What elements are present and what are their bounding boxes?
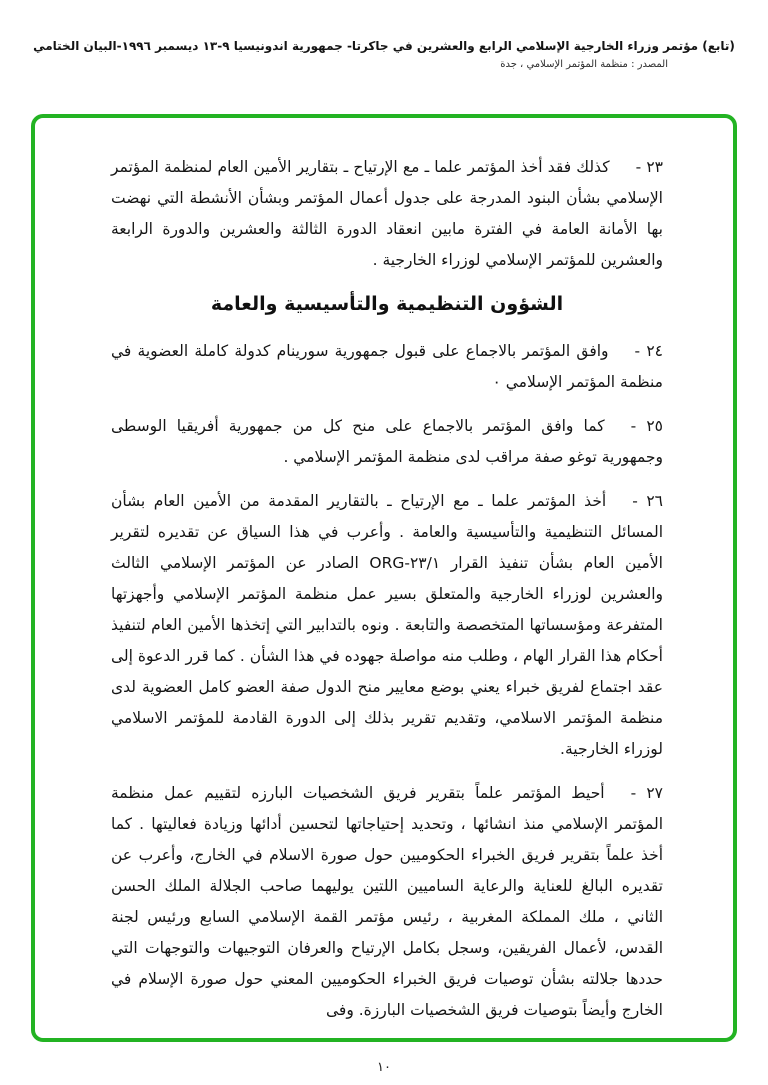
- paragraph-23: [111, 152, 663, 276]
- paragraph-26-number: ٢٦ -: [632, 492, 663, 510]
- paragraph-27: [111, 778, 663, 1026]
- paragraph-24-text: وافق المؤتمر بالاجماع على قبول جمهورية سورينام كدولة كاملة العضوية في منظمة المؤتمر الإسلامي ٠: [111, 342, 663, 391]
- header-title: (تابع) مؤتمر وزراء الخارجية الإسلامي الرابع والعشرين في جاكرتا- جمهورية اندونيسيا ٩-١٣ ديسمبر ١٩٩٦-البيان الختامي: [33, 39, 735, 53]
- section-heading: الشؤون التنظيمية والتأسيسية والعامة: [210, 293, 564, 315]
- document-body: [111, 152, 663, 1039]
- paragraph-26: [111, 486, 663, 765]
- header-source-line: المصدر : منظمة المؤتمر الإسلامي ، جدة: [500, 59, 668, 70]
- page-header: [0, 38, 768, 70]
- paragraph-26-text: أخذ المؤتمر علما ـ مع الإرتياح ـ بالتقارير المقدمة من الأمين العام بشأن المسائل التنظيمية والتأسيسية والعامة . وأعرب في هذا السياق عن تقديره لتقرير الأمين العام بشأن تنفيذ القرار ٢٣/١-ORG الصادر عن المؤتمر الإسلامي الثالث والعشرين لوزراء الخارجية والمتعلق بسير عمل منظمة المؤتمر الإسلامي وأجهزتها المتفرعة ومؤسساتها المتخصصة والتابعة . ونوه بالتدابير التي إتخذها الأمين العام لتنفيذ أحكام هذا القرار الهام ، وطلب منه مواصلة جهوده في هذا الشأن . كما قرر الدعوة إلى عقد اجتماع لفريق خبراء يعني بوضع معايير منح الدول صفة العضو كامل العضوية لدى منظمة المؤتمر الاسلامي، وتقديم تقرير بذلك إلى الدورة القادمة للمؤتمر الاسلامي لوزراء الخارجية.: [111, 492, 663, 758]
- paragraph-25-text: كما وافق المؤتمر بالاجماع على منح كل من جمهورية أفريقيا الوسطى وجمهورية توغو صفة مراقب لدى منظمة المؤتمر الإسلامي .: [111, 417, 663, 466]
- paragraph-27-text: أحيط المؤتمر علماً بتقرير فريق الشخصيات البارزه لتقييم عمل منظمة المؤتمر الإسلامي منذ انشائها ، وتحديد إحتياجاتها لتحسين أدائها وزيادة فعاليتها . كما أخذ علماً بتقرير فريق الخبراء الحكوميين حول صورة الاسلام في الخارج، وأعرب عن تقديره البالغ للعناية والرعاية الساميين اللتين يوليهما صاحب الجلالة الملك الحسن الثاني ، ملك المملكة المغربية ، رئيس مؤتمر القمة الإسلامي السابع ورئيس لجنة القدس، لأعمال الفريقين، وسجل بكامل الإرتياح والعرفان التوجيهات والتوجهات التي حددها جلالته بشأن توصيات فريق الخبراء الحكوميين المعني حول صورة الإسلام في الخارج وأيضاً بتوصيات فريق الشخصيات البارزة. وفى: [111, 784, 663, 1019]
- paragraph-24: [111, 336, 663, 398]
- page-number: ١٠: [377, 1060, 391, 1075]
- paragraph-25: [111, 411, 663, 473]
- paragraph-25-number: ٢٥ -: [630, 417, 663, 435]
- paragraph-23-number: ٢٣ -: [635, 158, 663, 176]
- paragraph-27-number: ٢٧ -: [630, 784, 663, 802]
- green-border-frame: [31, 114, 737, 1042]
- paragraph-23-text: كذلك فقد أخذ المؤتمر علما ـ مع الإرتياح ـ بتقارير الأمين العام لمنظمة المؤتمر الإسلامي بشأن البنود المدرجة على جدول أعمال المؤتمر وبشأن الأنشطة التي نهضت بها الأمانة العامة في الفترة مابين انعقاد الدورة الثالثة والعشرين والدورة الرابعة والعشرين للمؤتمر الإسلامي لوزراء الخارجية .: [111, 158, 663, 269]
- paragraph-24-number: ٢٤ -: [634, 342, 663, 360]
